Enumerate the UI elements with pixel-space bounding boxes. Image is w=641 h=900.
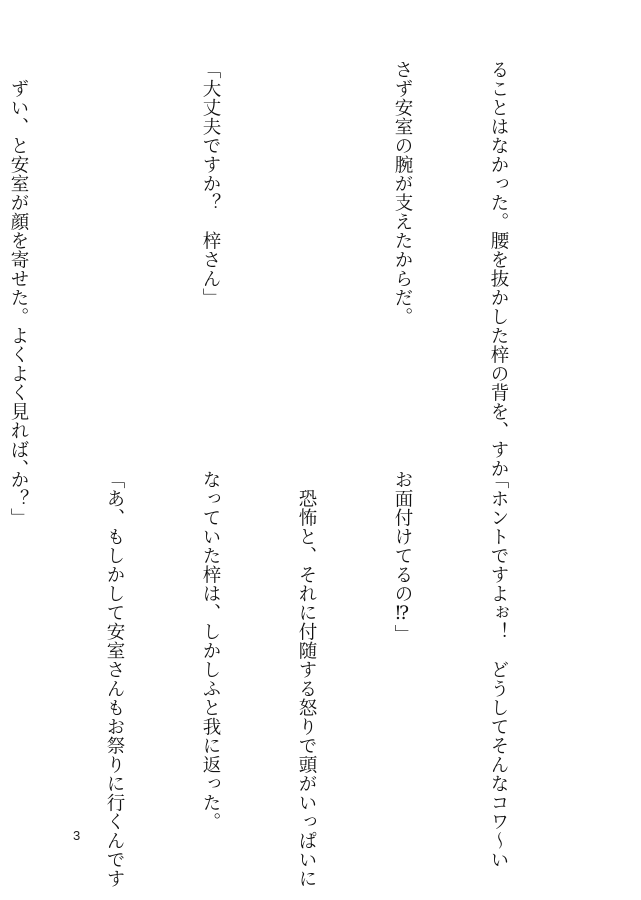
text-line: なっていた梓は、しかしふと我に返った。 xyxy=(200,470,221,831)
text-line: さず安室の腕が支えたからだ。 xyxy=(392,60,413,326)
dialogue-line: 「ホントですよぉ！ どうしてそんなコワ～い xyxy=(488,470,509,869)
page-number: 3 xyxy=(73,828,81,843)
text-line xyxy=(290,60,322,440)
text-line: ることはなかった。腰を抜かした梓の背を、すか xyxy=(488,60,509,478)
text-line xyxy=(98,60,130,440)
upper-text-block xyxy=(0,60,578,478)
dialogue-line: お面付けてるの⁉」 xyxy=(392,470,413,644)
dialogue-line: か？」 xyxy=(8,470,29,527)
text-line: ずい、と安室が顔を寄せた。よくよく見れば、 xyxy=(8,60,29,478)
text-line: 恐怖と、それに付随する怒りで頭がいっぱいに xyxy=(296,470,317,888)
lower-text-block xyxy=(0,470,578,888)
dialogue-line: 「あ、もしかして安室さんもお祭りに行くんです xyxy=(104,470,125,888)
dialogue-line: 「大丈夫ですか？ 梓さん」 xyxy=(200,60,221,307)
